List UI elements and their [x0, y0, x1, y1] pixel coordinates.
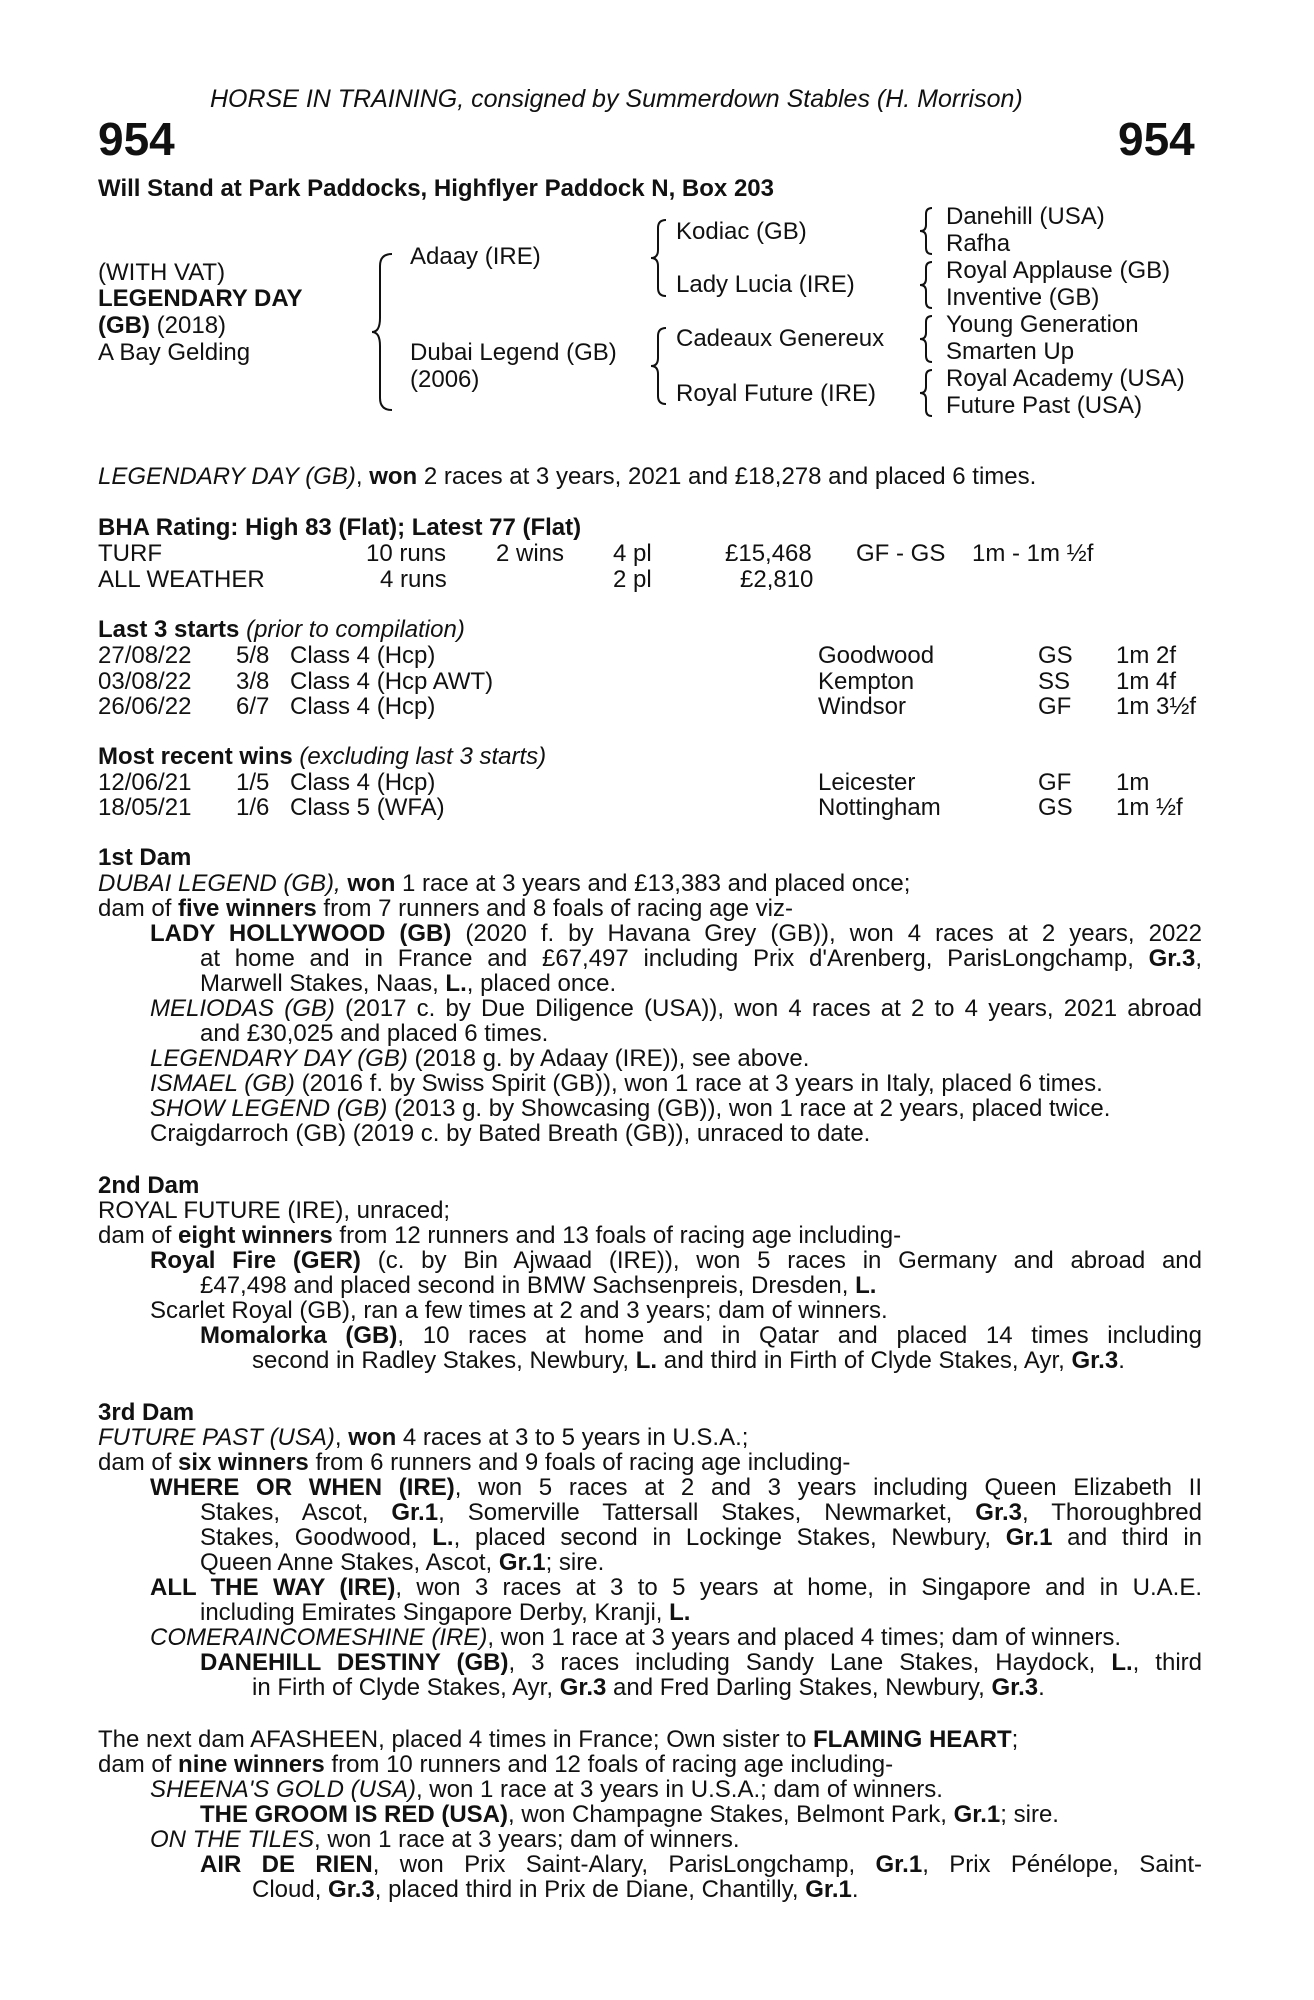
pedigree-sire: Adaay (IRE) — [410, 243, 541, 270]
text: dam of — [98, 1751, 179, 1778]
grade: L. — [1111, 1649, 1133, 1676]
text: from 6 runners and 9 foals of racing age including- — [308, 1449, 851, 1476]
text: from 10 runners and 12 foals of racing age including- — [324, 1751, 894, 1778]
text: , won 5 races at 2 and 3 years including Queen Elizabeth II — [454, 1474, 1203, 1501]
text: from 12 runners and 13 foals of racing age including- — [332, 1222, 902, 1249]
pedigree-ssd: Rafha — [946, 230, 1011, 257]
dam1-line — [200, 946, 1202, 972]
dam2-line: Scarlet Royal (GB), ran a few times at 2 and 3 years; dam of winners. — [150, 1297, 888, 1324]
winner-count: eight winners — [178, 1222, 333, 1249]
grade: Gr.1 — [1005, 1524, 1053, 1551]
progeny-name: Momalorka (GB) — [200, 1322, 398, 1349]
win-position: 1/5 — [236, 769, 270, 796]
start-distance: 1m 3½f — [1116, 693, 1197, 720]
grade: Gr.1 — [875, 1851, 923, 1878]
dam2-line — [98, 1223, 901, 1249]
start-course: Goodwood — [818, 642, 935, 669]
dam1-line — [200, 971, 616, 997]
text: from 7 runners and 8 foals of racing age viz- — [316, 895, 794, 922]
gen3-brace-4 — [918, 368, 938, 418]
grade: Gr.1 — [953, 1801, 1001, 1828]
win-race: Class 4 (Hcp) — [290, 769, 436, 796]
dam1-line — [150, 1046, 809, 1072]
pedigree-sire-sire: Kodiac (GB) — [676, 218, 807, 245]
recent-wins-heading — [98, 744, 546, 770]
grade: L. — [432, 1524, 454, 1551]
progeny-name: SHOW LEGEND (GB) — [150, 1095, 388, 1122]
gen3-brace-2 — [918, 260, 938, 310]
text: . — [1118, 1347, 1125, 1374]
text: ; sire. — [545, 1549, 605, 1576]
pedigree-dam-dam: Royal Future (IRE) — [676, 380, 877, 407]
text: , placed second in Lockinge Stakes, Newbury, — [453, 1524, 1006, 1551]
horse-year-line — [98, 313, 226, 339]
text: , placed third in Prix de Diane, Chantilly, — [374, 1876, 806, 1903]
text: , Somerville Tattersall Stakes, Newmarket, — [438, 1499, 976, 1526]
recent-wins-title: Most recent wins — [98, 743, 293, 770]
text: (2017 c. by Due Diligence (USA)), won 4 races at 2 to 4 years, 2021 abroad — [334, 995, 1203, 1022]
rating-going: GF - GS — [856, 540, 946, 567]
progeny-name: DANEHILL DESTINY (GB) — [200, 1649, 509, 1676]
horse-origin: (GB) — [98, 312, 150, 339]
rating-surface: ALL WEATHER — [98, 566, 265, 593]
rating-money: £2,810 — [740, 566, 814, 593]
rating-money: £15,468 — [725, 540, 812, 567]
pedigree-dsd: Smarten Up — [946, 338, 1075, 365]
win-distance: 1m — [1116, 769, 1150, 796]
text: (2020 f. by Havana Grey (GB)), won 4 races at 2 years, 2022 — [451, 920, 1202, 947]
summary-rest: 2 races at 3 years, 2021 and £18,278 and placed 6 times. — [417, 463, 1037, 490]
last3-heading — [98, 617, 465, 643]
progeny-name: WHERE OR WHEN (IRE) — [150, 1474, 455, 1501]
dam3-line — [150, 1575, 1202, 1601]
text: (2016 f. by Swiss Spirit (GB)), won 1 race at 3 years in Italy, placed 6 times. — [294, 1070, 1103, 1097]
dam2-line — [200, 1273, 876, 1299]
text: and third in Firth of Clyde Stakes, Ayr, — [657, 1347, 1072, 1374]
text: and third in — [1052, 1524, 1202, 1551]
text: ; sire. — [1000, 1801, 1059, 1828]
win-race: Class 5 (WFA) — [290, 794, 445, 821]
text: £47,498 and placed second in BMW Sachsenpreis, Dresden, — [200, 1272, 856, 1299]
horse-description: A Bay Gelding — [98, 339, 251, 366]
vat-note: (WITH VAT) — [98, 259, 226, 286]
start-race: Class 4 (Hcp AWT) — [290, 668, 494, 695]
pedigree-sdd: Inventive (GB) — [946, 284, 1100, 311]
text: , won Prix Saint-Alary, ParisLongchamp, — [372, 1851, 876, 1878]
win-going: GF — [1038, 769, 1072, 796]
first-dam-title: 1st Dam — [98, 844, 192, 871]
pedigree-sds: Royal Applause (GB) — [946, 257, 1171, 284]
gen3-brace-1 — [918, 206, 938, 256]
grade: Gr.3 — [991, 1674, 1039, 1701]
grade: Gr.1 — [805, 1876, 852, 1903]
text: second in Radley Stakes, Newbury, — [252, 1347, 636, 1374]
nextdam-line — [150, 1827, 740, 1853]
pedigree-sire-dam: Lady Lucia (IRE) — [676, 271, 855, 298]
text: 1 race at 3 years and £13,383 and placed once; — [395, 870, 911, 897]
start-position: 5/8 — [236, 642, 270, 669]
progeny-name: MELIODAS (GB) — [150, 995, 335, 1022]
horse-year: (2018) — [149, 312, 227, 339]
text: , Prix Pénélope, Saint- — [922, 1851, 1203, 1878]
dam-parents-brace — [648, 326, 672, 406]
won: won — [347, 870, 396, 897]
bha-rating-title: BHA Rating: High 83 (Flat); Latest 77 (Flat) — [98, 514, 582, 541]
start-date: 03/08/22 — [98, 668, 192, 695]
progeny-name: ON THE TILES — [150, 1826, 315, 1853]
dam2-line — [200, 1323, 1202, 1349]
rating-distance: 1m - 1m ½f — [972, 540, 1094, 567]
text: , won Champagne Stakes, Belmont Park, — [508, 1801, 954, 1828]
start-going: SS — [1038, 668, 1071, 695]
grade: L. — [635, 1347, 658, 1374]
text: and Fred Darling Stakes, Newbury, — [606, 1674, 992, 1701]
dam3-line — [200, 1600, 690, 1626]
dam3-line — [200, 1550, 604, 1576]
rating-pl: 4 pl — [613, 540, 652, 567]
last3-title: Last 3 starts — [98, 616, 240, 643]
dam2-line — [150, 1248, 1202, 1274]
sire-dam-brace — [370, 252, 400, 412]
consignment-line: HORSE IN TRAINING, consigned by Summerdown Stables (H. Morrison) — [210, 85, 1023, 113]
text: at home and in France and £67,497 including Prix d'Arenberg, ParisLongchamp, — [200, 945, 1149, 972]
text: , — [1195, 945, 1202, 972]
text: Cloud, — [252, 1876, 329, 1903]
last3-note: (prior to compilation) — [239, 616, 465, 643]
start-race: Class 4 (Hcp) — [290, 642, 436, 669]
text: , won 1 race at 3 years in U.S.A.; dam of winners. — [415, 1776, 943, 1803]
horse-name: LEGENDARY DAY — [98, 285, 303, 312]
nextdam-line — [200, 1852, 1202, 1878]
grade: Gr.1 — [498, 1549, 546, 1576]
text: dam of — [98, 895, 179, 922]
nextdam-line — [150, 1777, 943, 1803]
start-course: Windsor — [818, 693, 907, 720]
start-distance: 1m 2f — [1116, 642, 1177, 669]
rating-runs: 4 runs — [380, 566, 447, 593]
dam-name: DUBAI LEGEND (GB), — [98, 870, 348, 897]
text: dam of — [98, 1222, 179, 1249]
progeny-name: ALL THE WAY (IRE) — [150, 1574, 396, 1601]
nextdam-line — [200, 1802, 1059, 1828]
text: 4 races at 3 to 5 years in U.S.A.; — [396, 1424, 749, 1451]
win-date: 12/06/21 — [98, 769, 192, 796]
dam1-line: and £30,025 and placed 6 times. — [200, 1020, 549, 1047]
text: (2018 g. by Adaay (IRE)), see above. — [407, 1045, 810, 1072]
stand-location: Will Stand at Park Paddocks, Highflyer Paddock N, Box 203 — [98, 175, 774, 202]
text: (c. by Bin Ajwaad (IRE)), won 5 races in Germany and abroad and — [360, 1247, 1202, 1274]
grade: Gr.3 — [328, 1876, 375, 1903]
pedigree-dss: Young Generation — [946, 311, 1139, 338]
text: (2013 g. by Showcasing (GB)), won 1 race at 2 years, placed twice. — [387, 1095, 1111, 1122]
winner-count: nine winners — [178, 1751, 325, 1778]
pedigree-dds: Royal Academy (USA) — [946, 365, 1185, 392]
dam3-line — [200, 1650, 1202, 1676]
win-position: 1/6 — [236, 794, 270, 821]
grade: Gr.3 — [1071, 1347, 1119, 1374]
text: , third — [1132, 1649, 1202, 1676]
start-date: 26/06/22 — [98, 693, 192, 720]
won: won — [348, 1424, 397, 1451]
start-race: Class 4 (Hcp) — [290, 693, 436, 720]
dam2-line: ROYAL FUTURE (IRE), unraced; — [98, 1197, 451, 1224]
rating-surface: TURF — [98, 540, 162, 567]
start-going: GF — [1038, 693, 1072, 720]
dam3-line — [200, 1525, 1202, 1551]
grade: Gr.3 — [559, 1674, 607, 1701]
nextdam-line — [252, 1877, 859, 1903]
text: The next dam AFASHEEN, placed 4 times in France; Own sister to — [98, 1726, 813, 1753]
sister-name: FLAMING HEART — [812, 1726, 1012, 1753]
grade: Gr.1 — [391, 1499, 439, 1526]
progeny-name: SHEENA'S GOLD (USA) — [150, 1776, 416, 1803]
pedigree-sss: Danehill (USA) — [946, 203, 1105, 230]
win-going: GS — [1038, 794, 1073, 821]
text: , won 1 race at 3 years; dam of winners. — [314, 1826, 740, 1853]
grade: L. — [669, 1599, 691, 1626]
grade: L. — [855, 1272, 877, 1299]
start-course: Kempton — [818, 668, 915, 695]
start-date: 27/08/22 — [98, 642, 192, 669]
start-position: 6/7 — [236, 693, 270, 720]
text: Queen Anne Stakes, Ascot, — [200, 1549, 499, 1576]
pedigree-ddd: Future Past (USA) — [946, 392, 1143, 419]
race-summary: LEGENDARY DAY (GB), won 2 races at 3 years, 2021 and £18,278 and placed 6 times. — [98, 463, 1037, 490]
pedigree-dam-sire: Cadeaux Genereux — [676, 325, 885, 352]
text: ; — [1011, 1726, 1019, 1753]
start-distance: 1m 4f — [1116, 668, 1177, 695]
summary-won: won — [369, 463, 418, 490]
second-dam-title: 2nd Dam — [98, 1172, 200, 1199]
text: , won 3 races at 3 to 5 years at home, in Singapore and in U.A.E. — [395, 1574, 1203, 1601]
lot-number-left: 954 — [98, 113, 175, 165]
progeny-name: AIR DE RIEN — [200, 1851, 373, 1878]
progeny-name: Royal Fire (GER) — [150, 1247, 361, 1274]
winner-count: six winners — [178, 1449, 309, 1476]
dam3-line — [150, 1475, 1202, 1501]
winner-count: five winners — [178, 895, 317, 922]
rating-pl: 2 pl — [613, 566, 652, 593]
dam1-line — [150, 996, 1202, 1022]
dam1-line — [150, 1096, 1110, 1122]
rating-runs: 10 runs — [366, 540, 447, 567]
pedigree-dam: Dubai Legend (GB) — [410, 339, 617, 366]
text: , Thoroughbred — [1022, 1499, 1202, 1526]
progeny-name: COMERAINCOMESHINE (IRE) — [150, 1624, 488, 1651]
progeny-name: THE GROOM IS RED (USA) — [200, 1801, 509, 1828]
dam1-line — [150, 921, 1202, 947]
text: . — [851, 1876, 859, 1903]
start-going: GS — [1038, 642, 1073, 669]
text: , placed once. — [466, 970, 617, 997]
summary-name: LEGENDARY DAY (GB) — [98, 463, 356, 490]
grade: Gr.3 — [975, 1499, 1022, 1526]
lot-number-right: 954 — [1118, 113, 1195, 165]
dam-name: FUTURE PAST (USA) — [98, 1424, 335, 1451]
sire-parents-brace — [648, 218, 672, 298]
dam3-line — [252, 1675, 1045, 1701]
nextdam-line — [98, 1752, 893, 1778]
dam1-line: Craigdarroch (GB) (2019 c. by Bated Breath (GB)), unraced to date. — [150, 1120, 871, 1147]
text: , — [334, 1424, 349, 1451]
pedigree-dam-year: (2006) — [410, 366, 480, 393]
progeny-name: ISMAEL (GB) — [150, 1070, 295, 1097]
dam1-line — [150, 1071, 1103, 1097]
dam3-line — [98, 1425, 748, 1451]
text: . — [1038, 1674, 1045, 1701]
progeny-name: LADY HOLLYWOOD (GB) — [150, 920, 452, 947]
progeny-name: LEGENDARY DAY (GB) — [150, 1045, 408, 1072]
text: Marwell Stakes, Naas, — [200, 970, 446, 997]
text: , 10 races at home and in Qatar and placed 14 times including — [397, 1322, 1202, 1349]
dam3-line — [200, 1500, 1202, 1526]
dam3-line — [98, 1450, 850, 1476]
text: , won 1 race at 3 years and placed 4 times; dam of winners. — [487, 1624, 1122, 1651]
text: dam of — [98, 1449, 179, 1476]
win-distance: 1m ½f — [1116, 794, 1183, 821]
win-course: Leicester — [818, 769, 916, 796]
grade: Gr.3 — [1148, 945, 1196, 972]
nextdam-line — [98, 1727, 1018, 1753]
dam1-line — [98, 896, 793, 922]
text: , 3 races including Sandy Lane Stakes, Haydock, — [508, 1649, 1112, 1676]
dam2-line — [252, 1348, 1125, 1374]
text: in Firth of Clyde Stakes, Ayr, — [252, 1674, 560, 1701]
third-dam-title: 3rd Dam — [98, 1399, 195, 1426]
text: Stakes, Ascot, — [200, 1499, 392, 1526]
grade: L. — [445, 970, 467, 997]
recent-wins-note: (excluding last 3 starts) — [292, 743, 547, 770]
gen3-brace-3 — [918, 314, 938, 364]
start-position: 3/8 — [236, 668, 270, 695]
win-date: 18/05/21 — [98, 794, 192, 821]
win-course: Nottingham — [818, 794, 941, 821]
rating-wins: 2 wins — [496, 540, 565, 567]
text: including Emirates Singapore Derby, Kranji, — [200, 1599, 670, 1626]
dam1-line — [98, 871, 910, 897]
text: Stakes, Goodwood, — [200, 1524, 433, 1551]
dam3-line — [150, 1625, 1121, 1651]
